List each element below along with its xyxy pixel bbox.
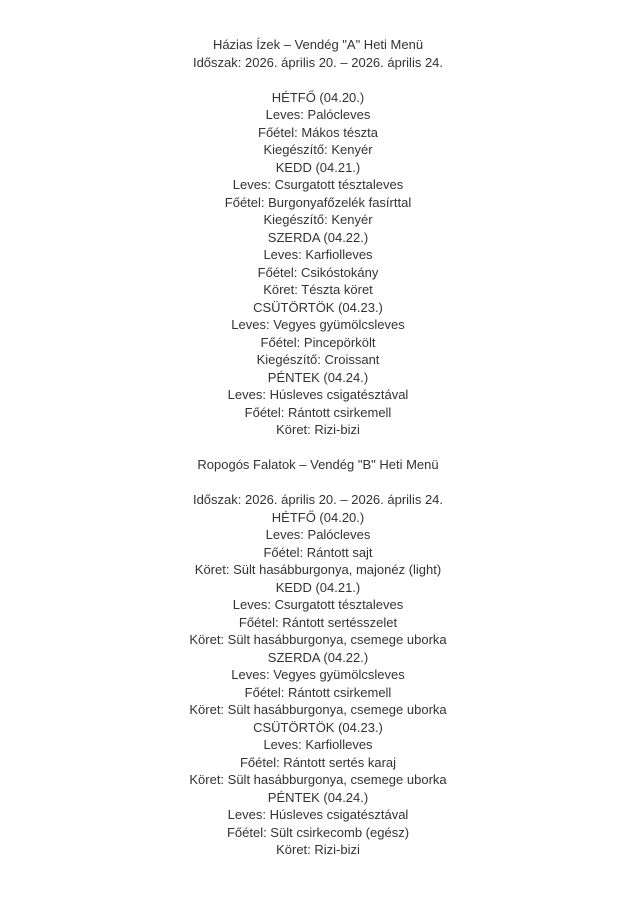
menu-b-period: Időszak: 2026. április 20. – 2026. április 24.	[192, 492, 444, 507]
menu-item-line: Főétel: Pincepörkölt	[260, 334, 376, 350]
menu-item-line: Leves: Vegyes gyümölcsleves	[231, 317, 405, 332]
menu-item-line: Leves: Húsleves csigatésztával	[227, 807, 409, 822]
day-heading: PÉNTEK (04.24.)	[267, 369, 369, 385]
menu-item-line: Köret: Tészta köret	[263, 282, 373, 297]
menu-item-line: Főétel: Rántott sertés karaj	[239, 754, 397, 770]
menu-item-line: Leves: Húsleves csigatésztával	[227, 387, 409, 402]
menu-item-line: Köret: Sült hasábburgonya, csemege uborka	[189, 702, 447, 717]
menu-item-line: Főétel: Rántott csirkemell	[244, 404, 392, 420]
menu-a-period: Időszak: 2026. április 20. – 2026. április 24.	[192, 54, 444, 70]
blank-line	[0, 439, 636, 457]
day-heading: CSÜTÖRTÖK (04.23.)	[253, 719, 383, 735]
blank-line	[0, 71, 636, 89]
blank-line	[0, 474, 636, 492]
menu-item-line: Főétel: Burgonyafőzelék fasírttal	[224, 194, 412, 210]
day-heading: KEDD (04.21.)	[275, 159, 361, 175]
menu-item-line: Kiegészítő: Croissant	[256, 352, 380, 367]
day-heading: KEDD (04.21.)	[275, 579, 361, 595]
menu-item-line: Köret: Sült hasábburgonya, csemege uborka	[189, 772, 447, 787]
menu-item-line: Leves: Palócleves	[265, 527, 371, 542]
menu-item-line: Leves: Vegyes gyümölcsleves	[231, 667, 405, 682]
day-heading: PÉNTEK (04.24.)	[267, 789, 369, 805]
menu-item-line: Főétel: Sült csirkecomb (egész)	[226, 824, 410, 840]
menu-item-line: Leves: Karfiolleves	[263, 247, 373, 262]
menu-item-line: Köret: Rizi-bizi	[276, 842, 360, 857]
menu-a-days	[0, 89, 636, 439]
menu-item-line: Főétel: Rántott sajt	[263, 544, 373, 560]
menu-section-b	[0, 456, 636, 859]
menu-item-line: Főétel: Rántott sertésszelet	[238, 614, 398, 630]
menu-b-title: Ropogós Falatok – Vendég "B" Heti Menü	[197, 457, 439, 472]
menu-item-line: Leves: Karfiolleves	[263, 737, 373, 752]
menu-item-line: Főétel: Mákos tészta	[258, 124, 378, 140]
menu-item-line: Köret: Rizi-bizi	[276, 422, 360, 437]
menu-item-line: Leves: Csurgatott tésztaleves	[232, 597, 404, 612]
day-heading: CSÜTÖRTÖK (04.23.)	[253, 299, 383, 315]
day-heading: SZERDA (04.22.)	[267, 229, 369, 245]
day-heading: HÉTFŐ (04.20.)	[271, 89, 365, 105]
menu-item-line: Kiegészítő: Kenyér	[263, 142, 373, 157]
day-heading: HÉTFŐ (04.20.)	[271, 509, 365, 525]
day-heading: SZERDA (04.22.)	[267, 649, 369, 665]
menu-b-days	[0, 509, 636, 859]
menu-item-line: Főétel: Rántott csirkemell	[244, 684, 392, 700]
menu-item-line: Főétel: Csikóstokány	[257, 264, 379, 280]
menu-item-line: Leves: Csurgatott tésztaleves	[232, 177, 404, 192]
menu-item-line: Köret: Sült hasábburgonya, majonéz (light)	[194, 562, 442, 577]
menu-a-title: Házias Ízek – Vendég "A" Heti Menü	[212, 37, 424, 52]
menu-item-line: Kiegészítő: Kenyér	[263, 212, 373, 227]
menu-section-a	[0, 36, 636, 439]
menu-item-line: Köret: Sült hasábburgonya, csemege uborka	[189, 632, 447, 647]
menu-item-line: Leves: Palócleves	[265, 107, 371, 122]
